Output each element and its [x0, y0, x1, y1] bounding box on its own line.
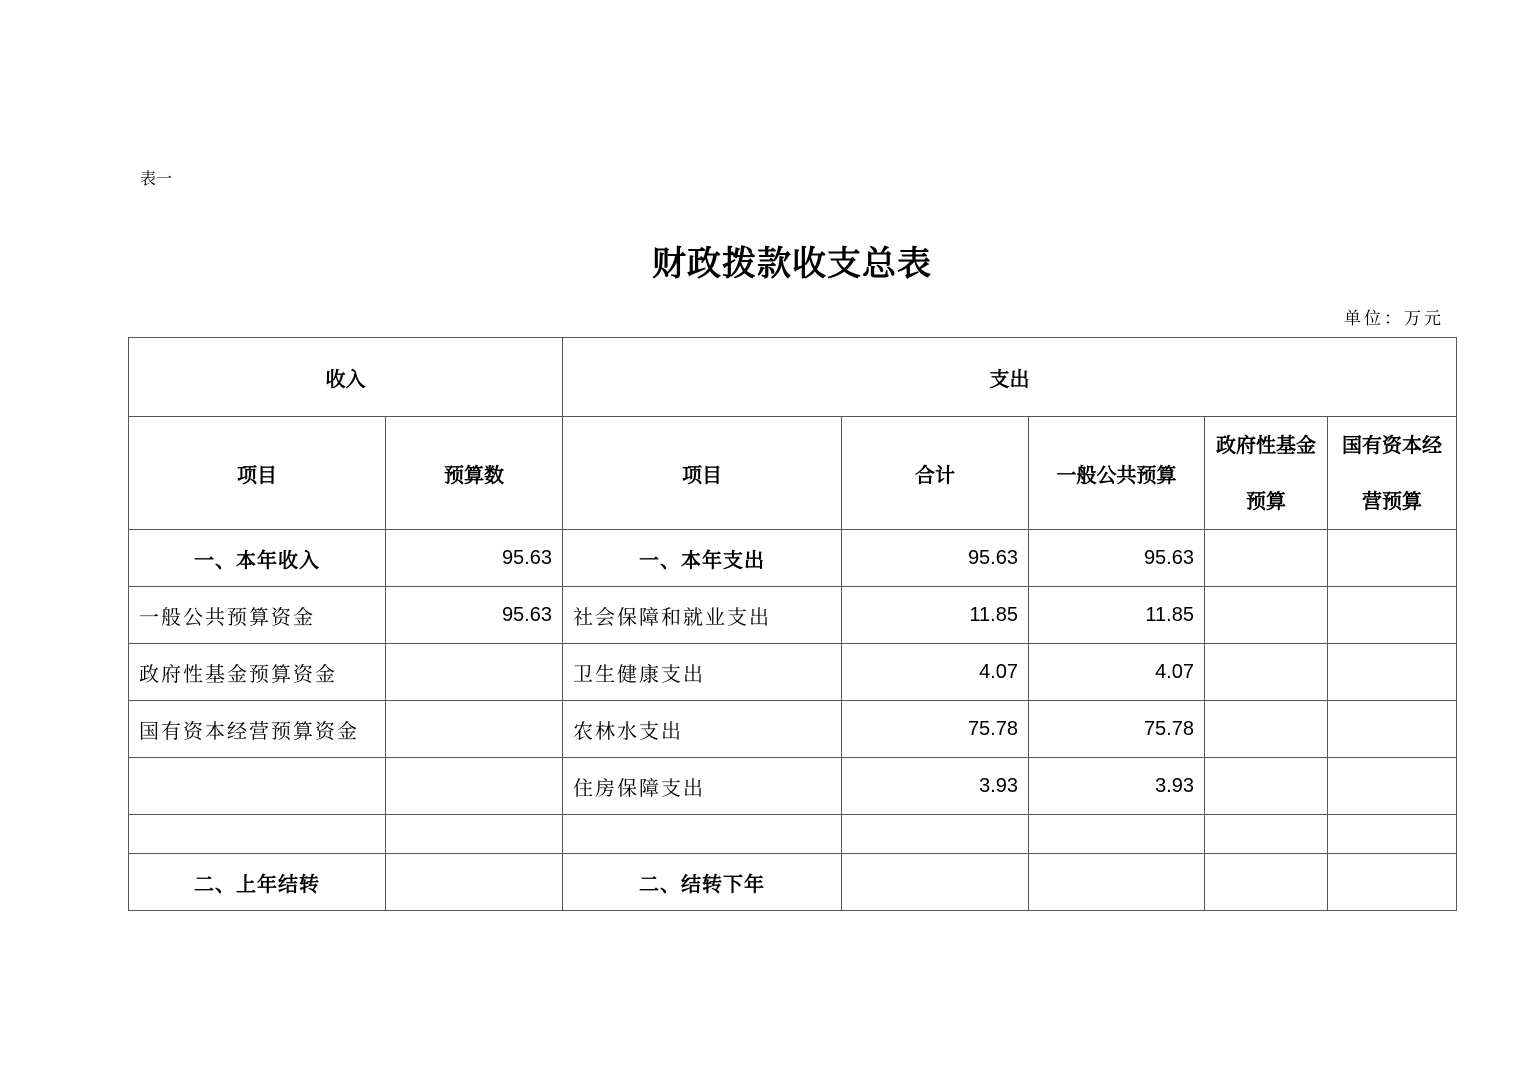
income-item: 一般公共预算资金: [129, 587, 386, 644]
income-amount: [386, 758, 563, 815]
income-item: [129, 815, 386, 854]
income-item: [129, 758, 386, 815]
expense-state-capital: [1328, 530, 1457, 587]
expense-general: [1029, 854, 1205, 911]
expense-gov-fund: [1205, 587, 1328, 644]
header-item-left: 项目: [129, 417, 386, 530]
expense-gov-fund: [1205, 701, 1328, 758]
expense-total: 3.93: [842, 758, 1029, 815]
header-total: 合计: [842, 417, 1029, 530]
table-row: [129, 854, 1457, 911]
expense-general: [1029, 815, 1205, 854]
income-amount: 95.63: [386, 530, 563, 587]
expense-total: [842, 815, 1029, 854]
income-amount: [386, 854, 563, 911]
income-amount: [386, 815, 563, 854]
table-row: [129, 530, 1457, 587]
income-item: 一、本年收入: [129, 530, 386, 587]
page-title: 财政拨款收支总表: [652, 244, 932, 284]
unit-label: 单位：万元: [1344, 309, 1444, 329]
expense-general: 75.78: [1029, 701, 1205, 758]
header-item-right: 项目: [563, 417, 842, 530]
income-amount: [386, 701, 563, 758]
header-row-columns: [129, 417, 1457, 530]
expense-total: 4.07: [842, 644, 1029, 701]
expense-total: 11.85: [842, 587, 1029, 644]
income-amount: [386, 644, 563, 701]
expense-item: [563, 815, 842, 854]
expense-state-capital: [1328, 644, 1457, 701]
expense-item: 二、结转下年: [563, 854, 842, 911]
table-row: [129, 587, 1457, 644]
expense-general: 3.93: [1029, 758, 1205, 815]
expense-item: 住房保障支出: [563, 758, 842, 815]
header-general-budget: 一般公共预算: [1029, 417, 1205, 530]
expense-gov-fund: [1205, 644, 1328, 701]
expense-total: [842, 854, 1029, 911]
expense-general: 11.85: [1029, 587, 1205, 644]
table-row: [129, 815, 1457, 854]
table-row: [129, 701, 1457, 758]
expense-gov-fund: [1205, 815, 1328, 854]
budget-table: [128, 337, 1457, 911]
expense-state-capital: [1328, 854, 1457, 911]
expense-total: 95.63: [842, 530, 1029, 587]
header-row-top: [129, 338, 1457, 417]
header-budget: 预算数: [386, 417, 563, 530]
table-row: [129, 644, 1457, 701]
expense-total: 75.78: [842, 701, 1029, 758]
expense-gov-fund: [1205, 758, 1328, 815]
expense-state-capital: [1328, 815, 1457, 854]
expense-item: 一、本年支出: [563, 530, 842, 587]
expense-state-capital: [1328, 701, 1457, 758]
income-item: 二、上年结转: [129, 854, 386, 911]
income-item: 国有资本经营预算资金: [129, 701, 386, 758]
expense-general: 95.63: [1029, 530, 1205, 587]
expense-general: 4.07: [1029, 644, 1205, 701]
table-number-label: 表一: [140, 169, 173, 188]
header-gov-fund-budget: 政府性基金预算: [1205, 417, 1328, 530]
expense-item: 卫生健康支出: [563, 644, 842, 701]
income-amount: 95.63: [386, 587, 563, 644]
income-item: 政府性基金预算资金: [129, 644, 386, 701]
table-row: [129, 758, 1457, 815]
expense-state-capital: [1328, 758, 1457, 815]
expense-gov-fund: [1205, 530, 1328, 587]
expense-state-capital: [1328, 587, 1457, 644]
header-income: 收入: [129, 338, 563, 417]
expense-gov-fund: [1205, 854, 1328, 911]
expense-item: 社会保障和就业支出: [563, 587, 842, 644]
header-expense: 支出: [563, 338, 1457, 417]
expense-item: 农林水支出: [563, 701, 842, 758]
header-state-capital-budget: 国有资本经营预算: [1328, 417, 1457, 530]
